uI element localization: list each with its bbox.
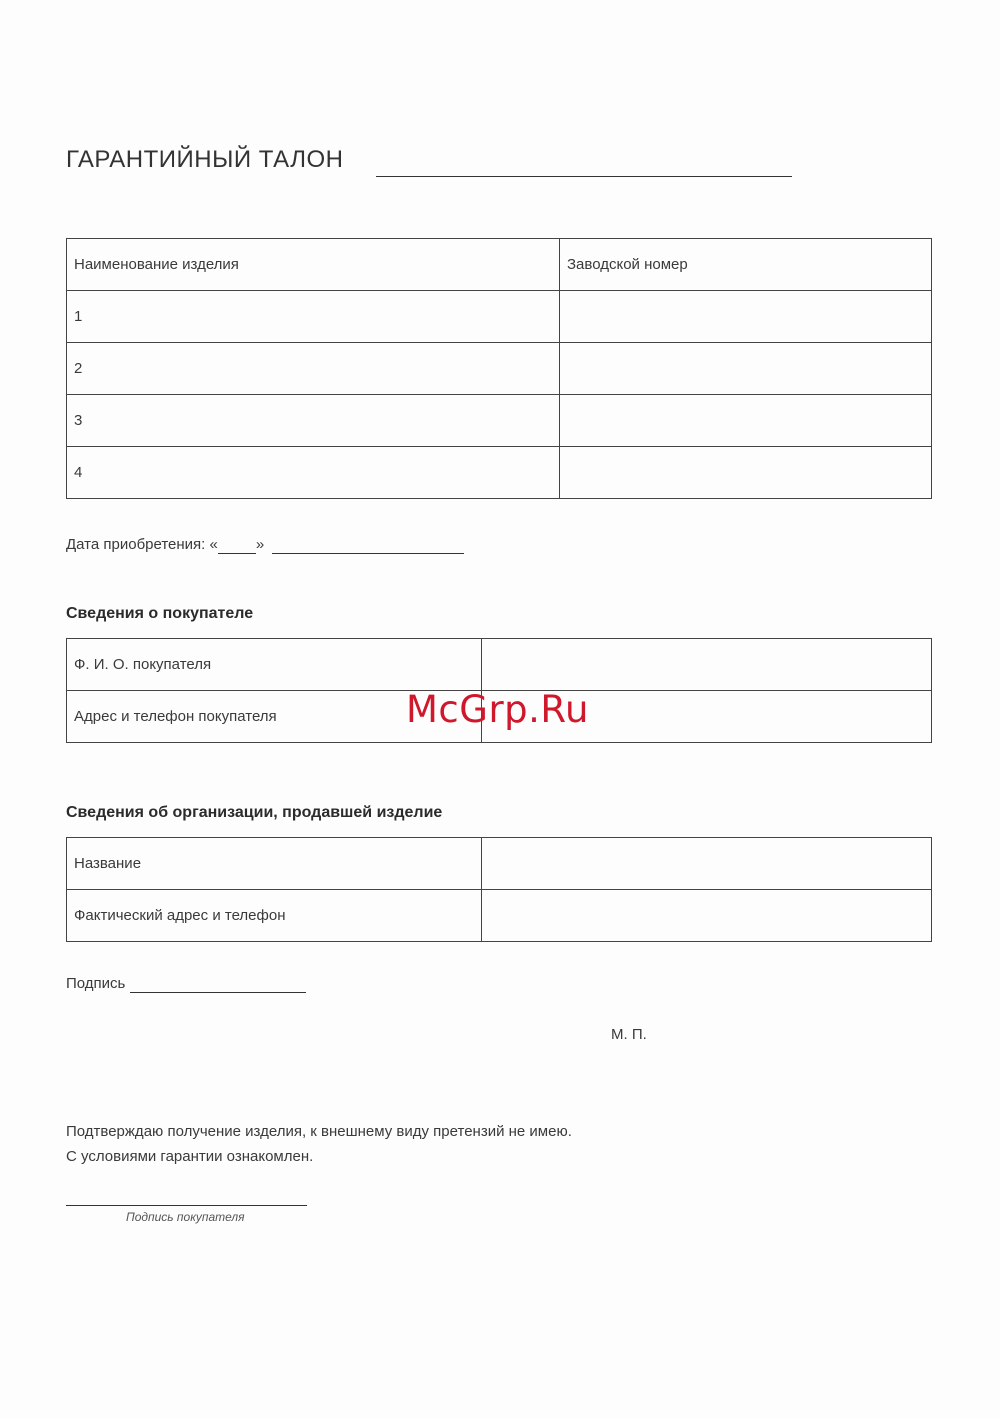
seller-address-label: Фактический адрес и телефон [67, 890, 482, 942]
signature-label: Подпись [66, 975, 126, 992]
day-blank [218, 536, 256, 554]
row-number: 3 [67, 395, 560, 447]
buyer-name-value [482, 639, 932, 691]
table-row [67, 639, 932, 691]
buyer-address-label: Адрес и телефон покупателя [67, 691, 482, 743]
table-row [67, 395, 932, 447]
buyer-name-label: Ф. И. О. покупателя [67, 639, 482, 691]
products-table [66, 238, 932, 499]
serial-number-cell [560, 291, 932, 343]
serial-number-cell [560, 343, 932, 395]
table-row [67, 447, 932, 499]
row-number: 1 [67, 291, 560, 343]
row-number: 2 [67, 343, 560, 395]
signature-line [66, 975, 306, 993]
serial-number-header: Заводской номер [560, 239, 932, 291]
purchase-date-label: Дата приобретения: « [66, 536, 218, 553]
purchase-date-line [66, 536, 464, 554]
serial-number-cell [560, 395, 932, 447]
buyer-signature-blank [66, 1205, 307, 1206]
table-row [67, 838, 932, 890]
signature-blank [130, 975, 306, 993]
table-row [67, 890, 932, 942]
title-blank-line [376, 176, 792, 177]
table-row [67, 291, 932, 343]
row-number: 4 [67, 447, 560, 499]
confirmation-line-2: С условиями гарантии ознакомлен. [66, 1148, 314, 1165]
watermark: McGrp.Ru [406, 688, 589, 731]
buyer-section-heading: Сведения о покупателе [66, 605, 254, 622]
month-year-blank [272, 536, 464, 554]
table-header-row [67, 239, 932, 291]
buyer-signature-caption: Подпись покупателя [126, 1210, 245, 1224]
page-title: ГАРАНТИЙНЫЙ ТАЛОН [66, 146, 344, 173]
product-name-header: Наименование изделия [67, 239, 560, 291]
seller-name-value [482, 838, 932, 890]
purchase-date-close-quote: » [255, 536, 265, 553]
seller-section-heading: Сведения об организации, продавшей изделие [66, 804, 443, 821]
seller-address-value [482, 890, 932, 942]
seller-table [66, 837, 932, 942]
table-row [67, 343, 932, 395]
stamp-label: М. П. [611, 1026, 647, 1043]
confirmation-line-1: Подтверждаю получение изделия, к внешнему виду претензий не имею. [66, 1123, 572, 1140]
serial-number-cell [560, 447, 932, 499]
seller-name-label: Название [67, 838, 482, 890]
